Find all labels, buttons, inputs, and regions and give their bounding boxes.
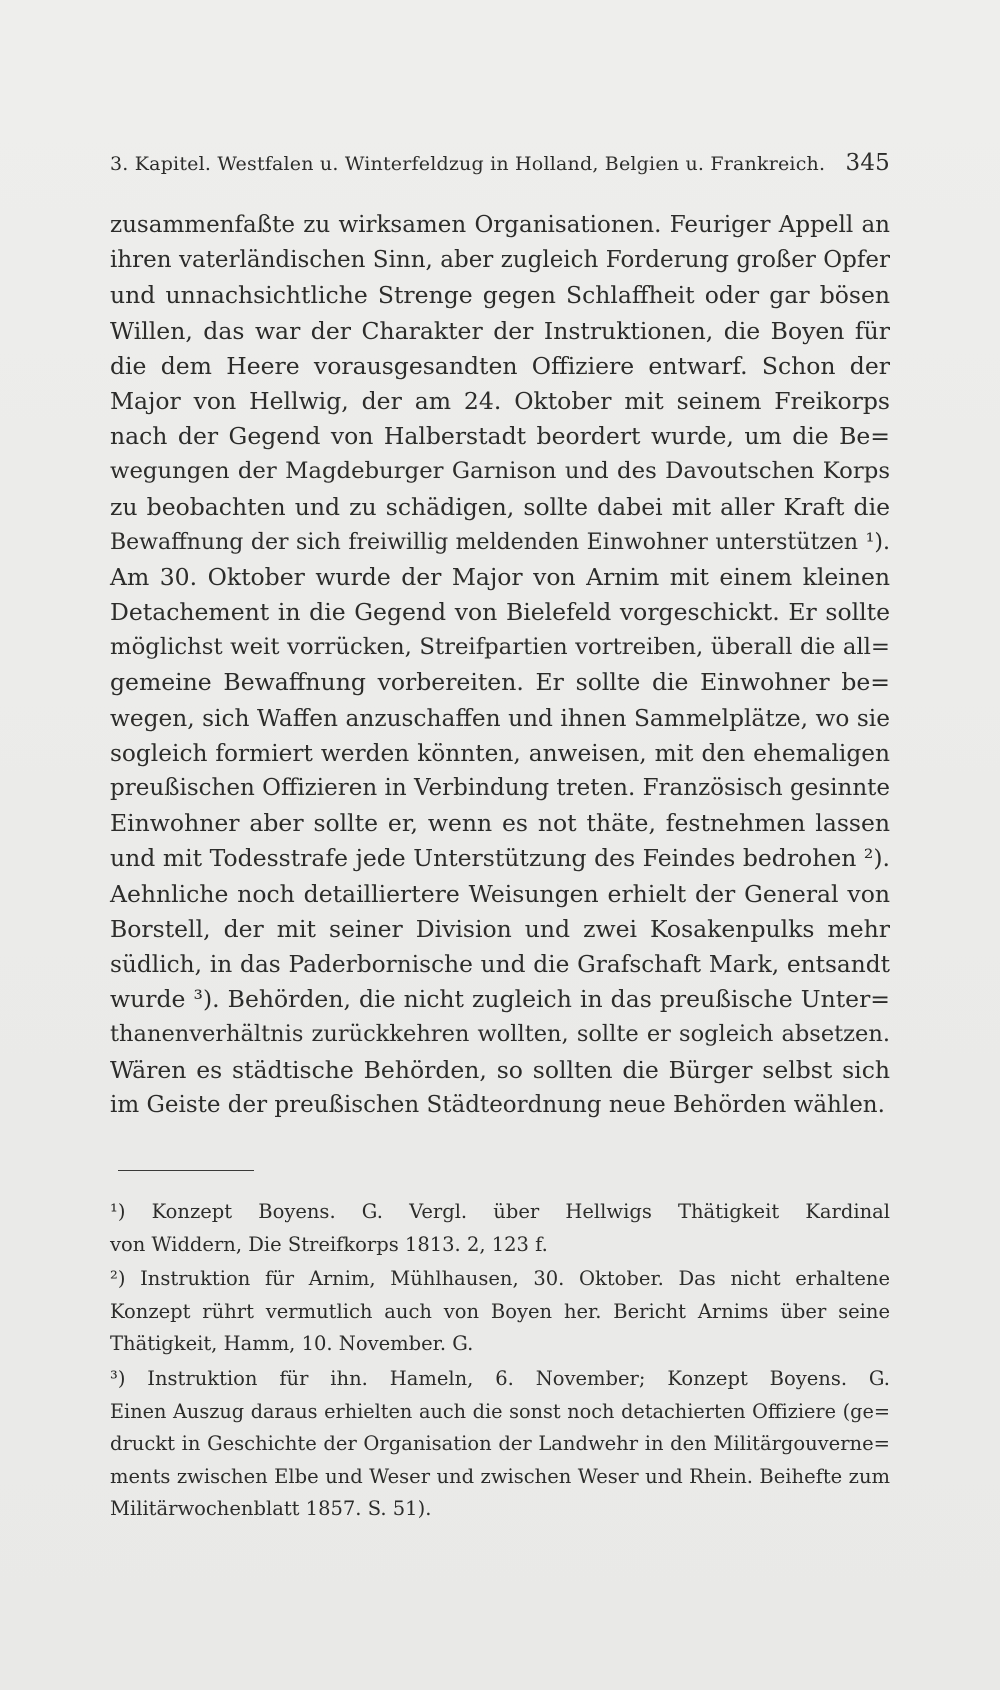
footnote-line: Konzept rührt vermutlich auch von Boyen her. Bericht Arnims über seine (110, 1299, 890, 1323)
text-line: die dem Heere vorausgesandten Offiziere entwarf. Schon der (110, 351, 890, 380)
footnote-line: druckt in Geschichte der Organisation der Landwehr in den Militärgouverne= (110, 1432, 890, 1456)
footnote-line: Thätigkeit, Hamm, 10. November. G. (110, 1332, 474, 1356)
text-line: Borstell, der mit seiner Division und zwei Kosakenpulks mehr (110, 914, 890, 943)
text-line: Am 30. Oktober wurde der Major von Arnim mit einem kleinen (110, 562, 890, 591)
footnote-line: ¹) Konzept Boyens. G. Vergl. über Hellwigs Thätigkeit Kardinal (110, 1200, 890, 1223)
text-line: im Geiste der preußischen Städteordnung neue Behörden wählen. (110, 1091, 885, 1118)
footnote-line: ²) Instruktion für Arnim, Mühlhausen, 30. Oktober. Das nicht erhaltene (110, 1267, 890, 1291)
text-line: gemeine Bewaffnung vorbereiten. Er sollte die Einwohner be= (110, 668, 890, 697)
text-line: Willen, das war der Charakter der Instruktionen, die Boyen für (110, 316, 890, 345)
text-line: zusammenfaßte zu wirksamen Organisationen. Feuriger Appell an (110, 212, 890, 238)
text-line: thanenverhältnis zurückkehren wollten, sollte er sogleich absetzen. (110, 1021, 890, 1048)
footnotes (110, 1196, 890, 1526)
footnote-line: von Widdern, Die Streifkorps 1813. 2, 123 f. (110, 1232, 548, 1256)
text-line: wegungen der Magdeburger Garnison und des Davoutschen Korps (110, 458, 890, 485)
text-line: möglichst weit vorrücken, Streifpartien vortreiben, überall die all= (110, 634, 890, 661)
footnote-line: ments zwischen Elbe und Weser und zwischen Weser und Rhein. Beihefte zum (110, 1464, 890, 1488)
text-line: Aehnliche noch detailliertere Weisungen erhielt der General von (110, 879, 890, 908)
footnote-line: Einen Auszug daraus erhielten auch die sonst noch detachierten Offiziere (ge= (110, 1399, 890, 1423)
text-line: Bewaffnung der sich freiwillig meldenden Einwohner unterstützen ¹). (110, 529, 890, 555)
text-line: ihren vaterländischen Sinn, aber zugleich Forderung großer Opfer (110, 247, 890, 274)
text-line: wegen, sich Waffen anzuschaffen und ihnen Sammelplätze, wo sie (110, 704, 890, 732)
text-line: südlich, in das Paderbornische und die Grafschaft Mark, entsandt (110, 950, 890, 978)
text-line: Einwohner aber sollte er, wenn es not thäte, festnehmen lassen (110, 809, 890, 838)
text-line: nach der Gegend von Halberstadt beordert wurde, um die Be= (110, 422, 890, 451)
running-title: 3. Kapitel. Westfalen u. Winterfeldzug in Holland, Belgien u. Frankreich. (110, 153, 826, 175)
footnote-line: Militärwochenblatt 1857. S. 51). (110, 1497, 432, 1521)
text-line: und mit Todesstrafe jede Unterstützung des Feindes bedrohen ²). (110, 844, 890, 873)
text-line: zu beobachten und zu schädigen, sollte dabei mit aller Kraft die (110, 492, 890, 521)
text-line: wurde ³). Behörden, die nicht zugleich in das preußische Unter= (110, 985, 890, 1014)
text-line: Wären es städtische Behörden, so sollten die Bürger selbst sich (110, 1055, 890, 1084)
page-header (110, 150, 890, 190)
body-text (110, 208, 890, 1123)
text-line: Detachement in die Gegend von Bielefeld vorgeschickt. Er sollte (110, 598, 890, 627)
text-line: Major von Hellwig, der am 24. Oktober mit seinem Freikorps (110, 386, 890, 415)
text-line: sogleich formiert werden könnten, anweisen, mit den ehemaligen (110, 739, 890, 767)
text-line: und unnachsichtliche Strenge gegen Schlaffheit oder gar bösen (110, 281, 890, 310)
footnote-separator (118, 1170, 254, 1171)
page-number: 345 (845, 150, 890, 176)
text-line: preußischen Offizieren in Verbindung treten. Französisch gesinnte (110, 775, 890, 801)
footnote-line: ³) Instruktion für ihn. Hameln, 6. November; Konzept Boyens. G. (110, 1366, 890, 1390)
